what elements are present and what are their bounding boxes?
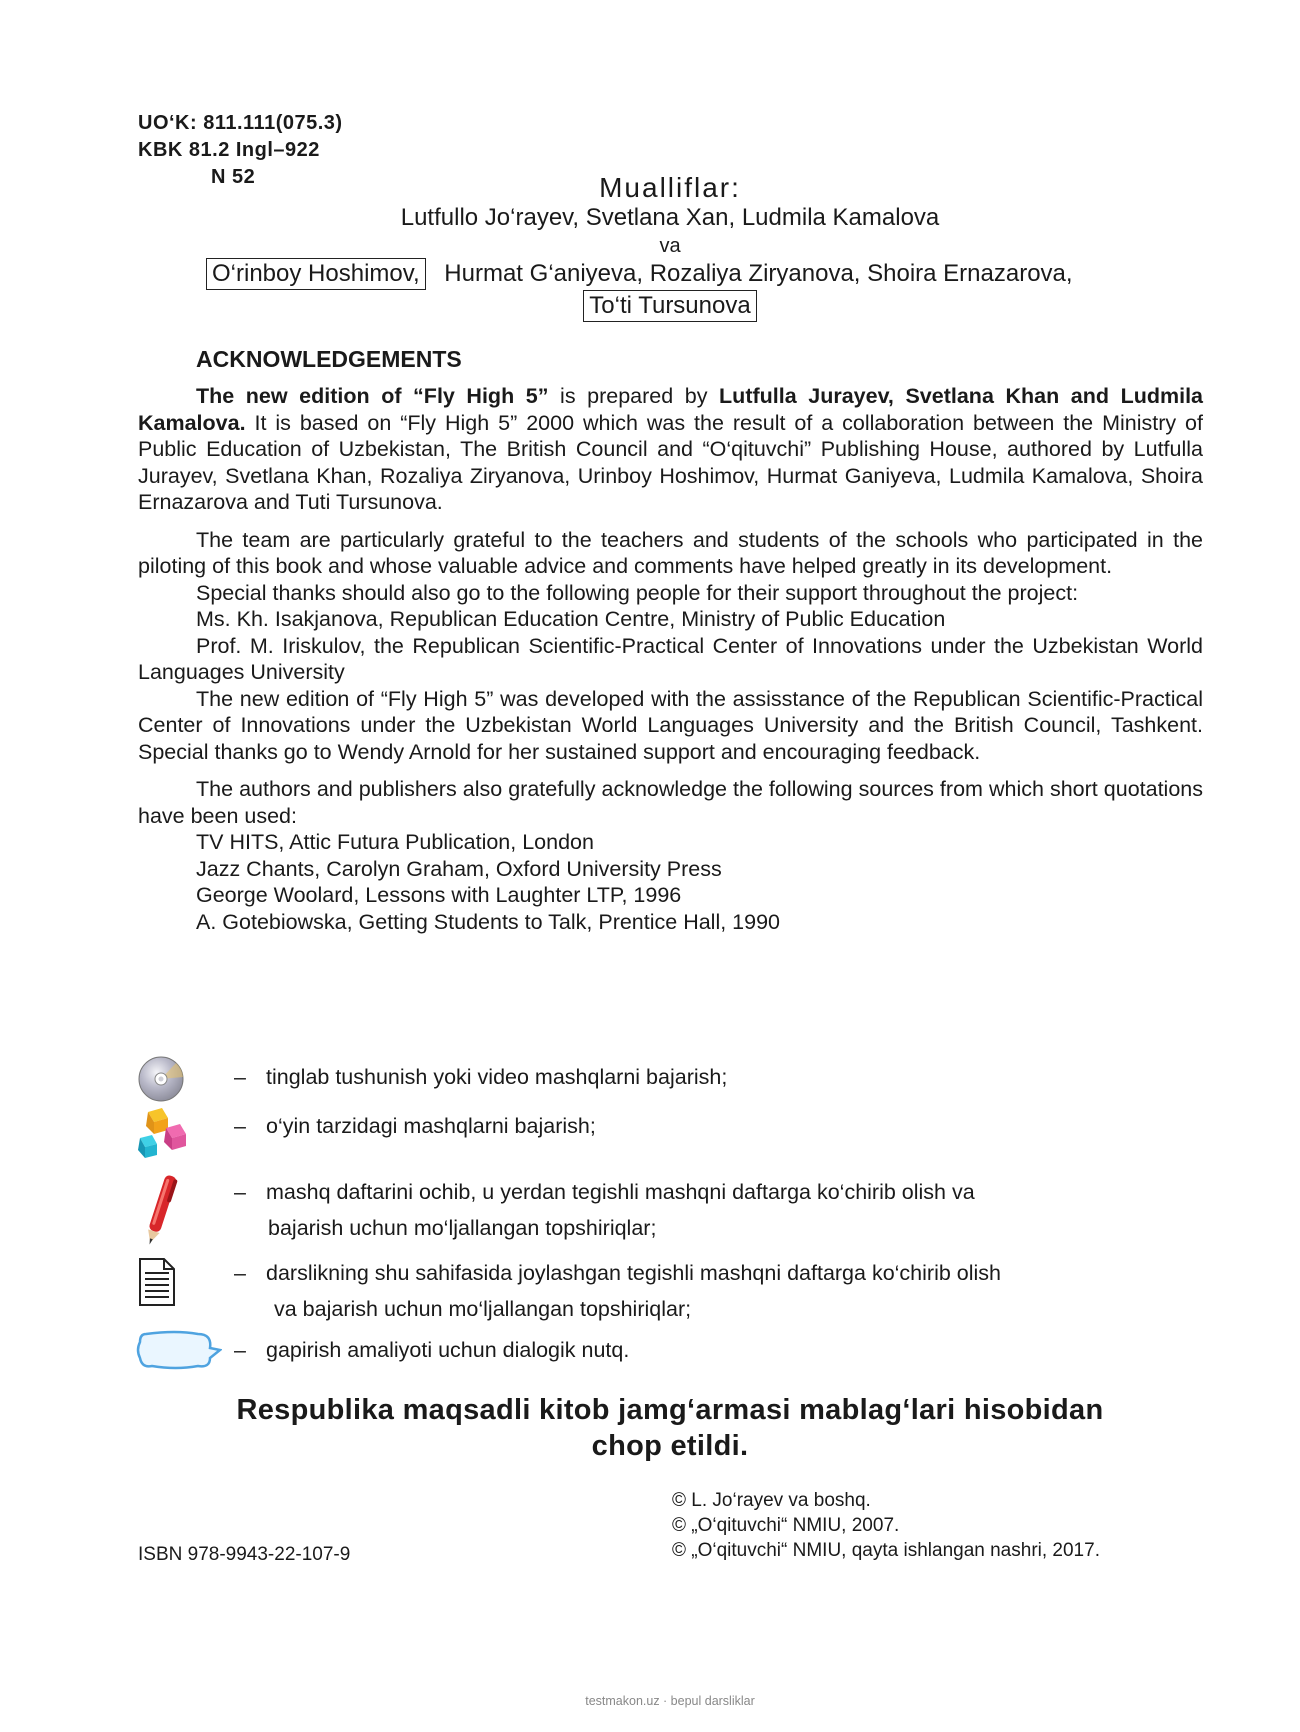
legend-label: o‘yin tarzidagi mashqlarni bajarish; xyxy=(266,1114,596,1138)
legend-dash: – xyxy=(234,1261,246,1285)
copyright-line: © „O‘qituvchi“ NMIU, qayta ishlangan nashri, 2017. xyxy=(672,1540,1100,1561)
authors-title: Mualliflar: xyxy=(599,172,741,203)
ack-paragraph-1 xyxy=(138,383,1203,516)
ack-paragraph-2: The team are particularly grateful to the teachers and students of the schools who participated in the piloting of this book and whose valuable advice and comments have helped greatly in its development. xyxy=(138,527,1203,578)
legend-item-pen xyxy=(136,1170,1216,1250)
funding-statement xyxy=(0,1392,1300,1464)
legend-dash: – xyxy=(234,1180,246,1204)
isbn: ISBN 978-9943-22-107-9 xyxy=(138,1544,351,1565)
acknowledgements-body xyxy=(138,383,1203,935)
legend-label: darslikning shu sahifasida joylashgan tegishli mashqni daftarga ko‘chirib olish xyxy=(266,1261,1001,1285)
legend-label: tinglab tushunish yoki video mashqlarni bajarish; xyxy=(266,1065,728,1089)
ack-p1-text-1: is prepared by xyxy=(548,384,720,408)
ack-p1-text-2: It is based on “Fly High 5” 2000 which was the result of a collaboration between the Ministry of Public Education of Uzbekistan, The British Council and “O‘qituvchi” Publishing House, authored by Lutfulla Jurayev, Svetlana Khan, Rozaliya Ziryanova, Urinboy Hoshimov, Hurmat Ganiyeva, Ludmila Kamalova, Shoira Ernazarova and Tuti Tursunova. xyxy=(138,410,1203,514)
legend-item-speech xyxy=(136,1328,1216,1374)
legend-label: mashq daftarini ochib, u yerdan tegishli mashqni daftarga ko‘chirib olish va xyxy=(266,1180,975,1204)
legend-dash: – xyxy=(234,1114,246,1138)
copyright-line: © „O‘qituvchi“ NMIU, 2007. xyxy=(672,1515,900,1536)
document-icon xyxy=(138,1257,176,1318)
boxed-author-tursunova: To‘ti Tursunova xyxy=(583,290,756,322)
pen-icon xyxy=(140,1170,180,1259)
cubes-icon xyxy=(136,1106,192,1173)
ack-p1-bold-1: The new edition of “Fly High 5” xyxy=(196,384,549,408)
ack-paragraph-7: The authors and publishers also gratefully acknowledge the following sources from which short quotations have been used: xyxy=(138,777,1203,828)
legend-text xyxy=(234,1332,1204,1368)
copyright-line: © L. Jo‘rayev va boshq. xyxy=(672,1490,871,1511)
boxed-author-hoshimov: O‘rinboy Hoshimov, xyxy=(206,258,426,290)
uok-code: UO‘K: 811.111(075.3) xyxy=(138,112,343,134)
ack-paragraph-5: Prof. M. Iriskulov, the Republican Scientific-Practical Center of Innovations under the Uzbekistan World Languages University xyxy=(138,633,1203,684)
source-item: George Woolard, Lessons with Laughter LTP, 1996 xyxy=(196,883,682,907)
legend-label-continued: va bajarish uchun mo‘ljallangan topshiriqlar; xyxy=(274,1297,692,1321)
copyright-block xyxy=(672,1488,1100,1563)
funding-line-2: chop etildi. xyxy=(591,1430,749,1462)
funding-line-1: Respublika maqsadli kitob jamg‘armasi mablag‘lari hisobidan xyxy=(236,1394,1104,1426)
legend-item-document xyxy=(136,1253,1216,1325)
legend-text xyxy=(234,1255,1204,1327)
kbk-code: KBK 81.2 Ingl–922 xyxy=(138,139,320,161)
ack-paragraph-4: Ms. Kh. Isakjanova, Republican Education Centre, Ministry of Public Education xyxy=(196,607,946,631)
ack-paragraph-3: Special thanks should also go to the following people for their support throughout the project: xyxy=(196,580,1079,605)
authors-line-1: Lutfullo Jo‘rayev, Svetlana Xan, Ludmila Kamalova xyxy=(400,204,940,231)
acknowledgements-heading: ACKNOWLEDGEMENTS xyxy=(196,346,462,372)
legend-text xyxy=(234,1059,1204,1095)
legend-label: gapirish amaliyoti uchun dialogik nutq. xyxy=(266,1338,630,1362)
legend-item-cd xyxy=(136,1055,1216,1103)
authors-va: va xyxy=(659,235,681,257)
ack-p1-bold-2: Lutfulla Jurayev, Svetlana Khan and Ludmila Kamalova. xyxy=(138,384,1203,435)
legend-item-cubes xyxy=(136,1104,1216,1162)
legend-text xyxy=(234,1174,1204,1246)
footer-watermark: testmakon.uz · bepul darsliklar xyxy=(585,1694,755,1708)
speech-bubble-icon xyxy=(136,1328,222,1383)
legend-text xyxy=(234,1108,1204,1144)
authors-line-3 xyxy=(206,258,1073,290)
legend-dash: – xyxy=(234,1338,246,1362)
ack-paragraph-6: The new edition of “Fly High 5” was developed with the assisstance of the Republican Scientific-Practical Center of Innovations under the Uzbekistan World Languages University and the British Council, Tashkent. Special thanks go to Wendy Arnold for her sustained support and encouraging feedback. xyxy=(138,686,1203,764)
authors-line-3-rest: Hurmat G‘aniyeva, Rozaliya Ziryanova, Shoira Ernazarova, xyxy=(444,260,1073,287)
authors-line-4 xyxy=(0,290,1300,322)
source-item: Jazz Chants, Carolyn Graham, Oxford University Press xyxy=(196,856,722,881)
n-code: N 52 xyxy=(211,166,256,188)
source-item: TV HITS, Attic Futura Publication, London xyxy=(196,830,594,854)
source-item: A. Gotebiowska, Getting Students to Talk, Prentice Hall, 1990 xyxy=(196,909,781,934)
legend-label-continued: bajarish uchun mo‘ljallangan topshiriqlar; xyxy=(268,1216,657,1240)
legend-dash: – xyxy=(234,1065,246,1089)
